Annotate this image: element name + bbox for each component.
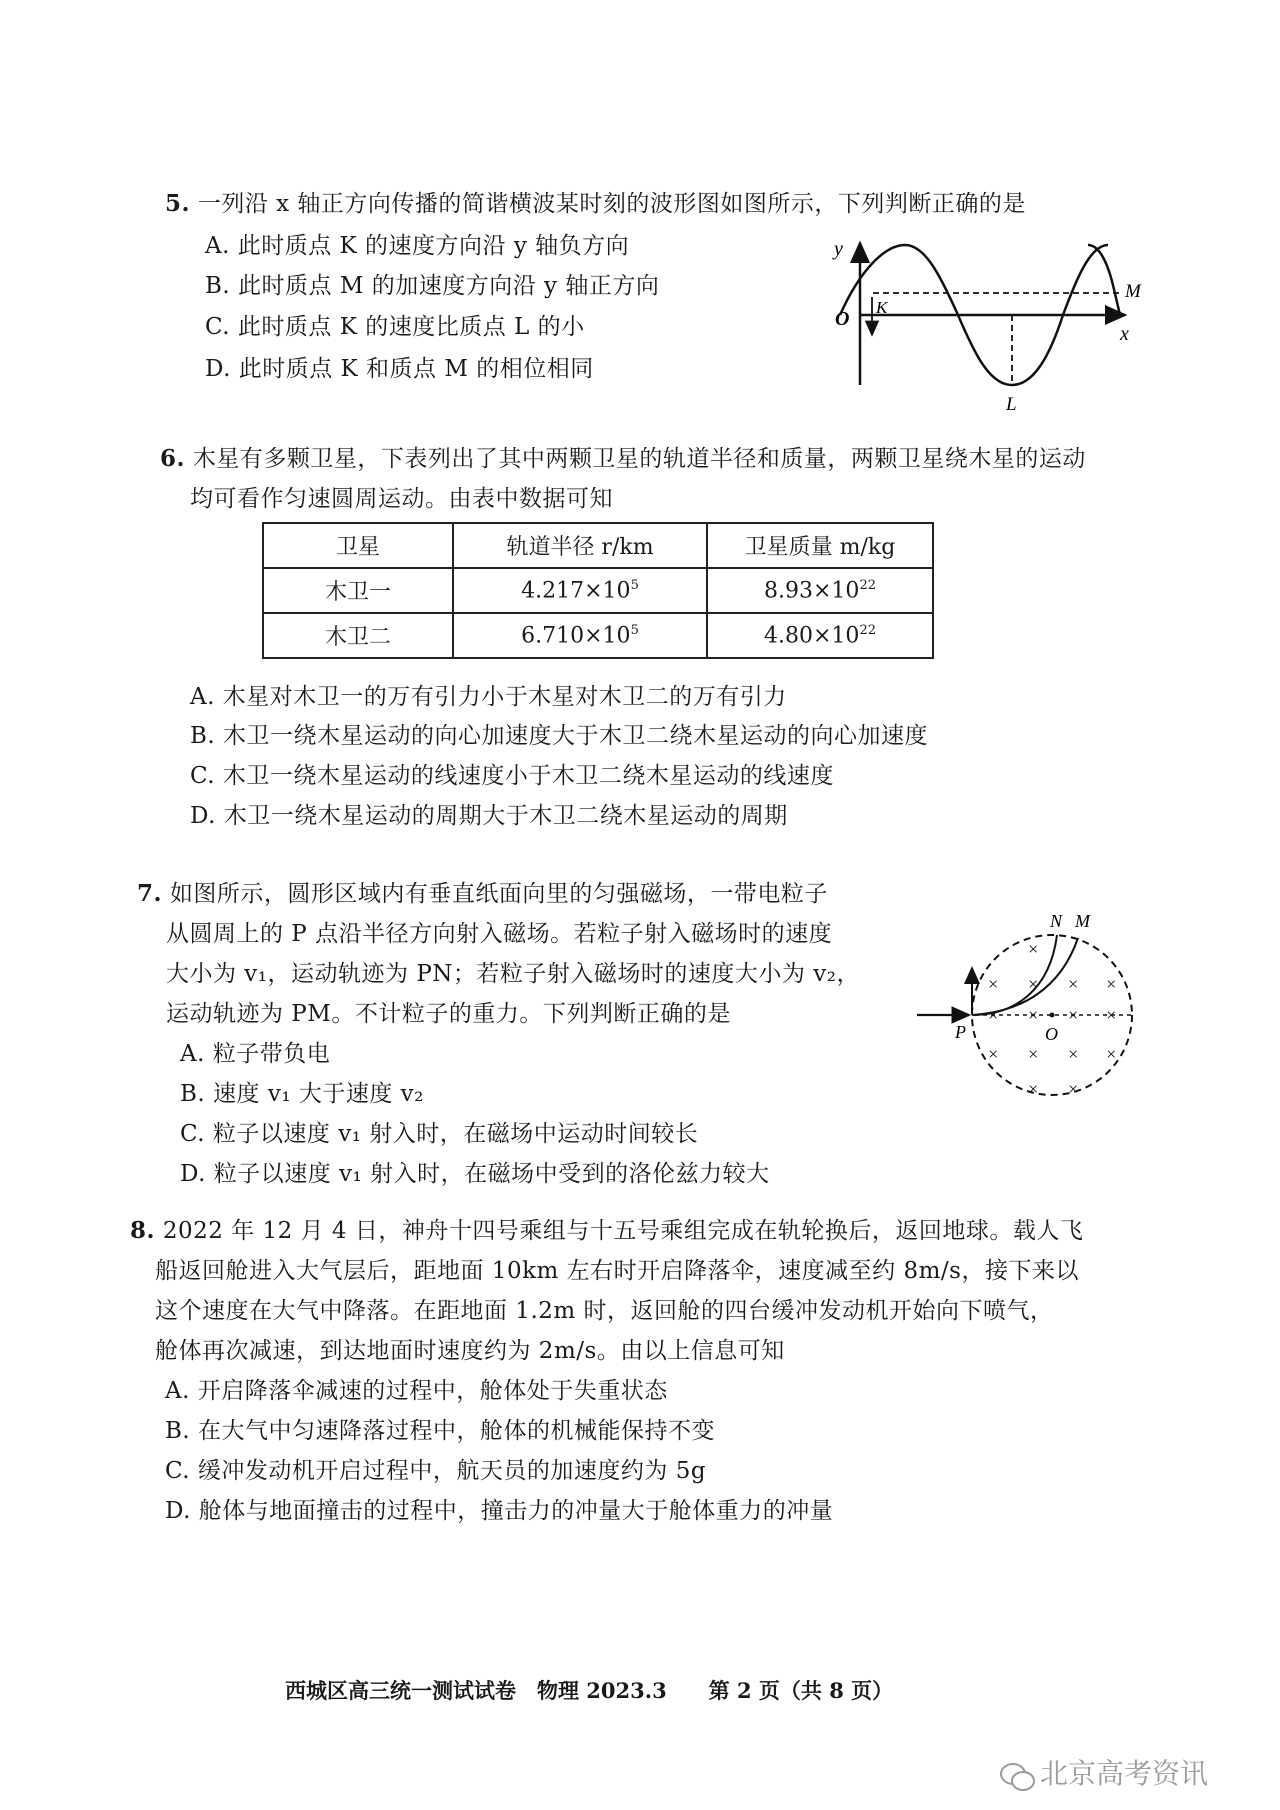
wave-curve-tail (1088, 245, 1120, 315)
option-text: 粒子以速度 v₁ 射入时，在磁场中运动时间较长 (212, 1121, 699, 1147)
svg-text:×: × (1027, 1079, 1040, 1099)
option-text: 粒子带负电 (212, 1041, 331, 1067)
svg-text:×: × (1027, 974, 1040, 994)
point-n-label: N (1050, 911, 1063, 931)
satellite-table (262, 522, 934, 659)
wechat-icon (1000, 1761, 1034, 1789)
svg-text:×: × (987, 1005, 1000, 1025)
option-text: 木卫一绕木星运动的线速度小于木卫二绕木星运动的线速度 (222, 763, 834, 789)
option-text: 木星对木卫一的万有引力小于木星对木卫二的万有引力 (222, 684, 787, 710)
q5-number: 5. (165, 190, 191, 217)
svg-text:×: × (987, 1044, 1000, 1064)
point-m-label: M (1125, 281, 1141, 302)
q5-option-c (205, 308, 585, 341)
q7-stem-line-4: 运动轨迹为 PM。不计粒子的重力。下列判断正确的是 (166, 1001, 731, 1027)
table-cell: 木卫二 (263, 613, 453, 658)
q6-option-d (190, 797, 788, 830)
option-label: B. (190, 723, 216, 749)
cell-exp: 22 (859, 577, 876, 593)
table-cell (453, 613, 707, 658)
svg-text:×: × (1067, 974, 1080, 994)
option-text: 粒子以速度 v₁ 射入时，在磁场中受到的洛伦兹力较大 (213, 1161, 770, 1187)
q5-stem (165, 185, 1026, 218)
q8-stem-line-1 (130, 1212, 1083, 1245)
q6-stem-line-2: 均可看作匀速圆周运动。由表中数据可知 (190, 486, 613, 512)
q8-stem-text-1: 2022 年 12 月 4 日，神舟十四号乘组与十五号乘组完成在轨轮换后，返回地球。载人飞 (162, 1218, 1084, 1244)
q7-stem-line-2: 从圆周上的 P 点沿半径方向射入磁场。若粒子射入磁场时的速度 (166, 921, 833, 947)
x-axis-label: x (1120, 323, 1129, 345)
table-header-row (263, 523, 933, 568)
option-label: B. (180, 1081, 206, 1107)
q7-stem-line-1 (137, 875, 828, 908)
center-point (1050, 1013, 1055, 1018)
option-text: 此时质点 K 的速度方向沿 y 轴负方向 (237, 233, 630, 259)
q6-stem-text-1: 木星有多颗卫星，下表列出了其中两颗卫星的轨道半径和质量，两颗卫星绕木星的运动 (192, 446, 1086, 472)
q8-option-a (165, 1372, 668, 1405)
table-header: 卫星质量 m/kg (707, 523, 933, 568)
q8-option-b (165, 1412, 715, 1445)
q6-number: 6. (160, 445, 186, 472)
table-cell (707, 568, 933, 613)
q5-option-b (205, 267, 659, 300)
q7-number: 7. (137, 880, 163, 907)
svg-text:×: × (1105, 974, 1118, 994)
option-label: A. (205, 233, 230, 259)
q6-option-b (190, 717, 928, 750)
table-row (263, 613, 933, 658)
option-label: C. (190, 763, 216, 789)
option-label: D. (180, 1161, 206, 1187)
svg-text:×: × (1067, 1079, 1080, 1099)
table-cell: 木卫一 (263, 568, 453, 613)
option-label: C. (180, 1121, 206, 1147)
q6-option-c (190, 757, 834, 790)
q5-option-a (205, 227, 629, 260)
q7-option-c (180, 1115, 698, 1148)
q7-stem-line-3: 大小为 v₁，运动轨迹为 PN；若粒子射入磁场时的速度大小为 v₂， (166, 961, 860, 987)
option-text: 缓冲发动机开启过程中，航天员的加速度约为 5g (197, 1458, 707, 1484)
option-label: A. (190, 684, 215, 710)
svg-text:×: × (1027, 1005, 1040, 1025)
q8-option-c (165, 1452, 706, 1485)
q7-stem-text-1: 如图所示，圆形区域内有垂直纸面向里的匀强磁场，一带电粒子 (169, 881, 828, 907)
option-label: D. (190, 803, 216, 829)
option-text: 速度 v₁ 大于速度 v₂ (213, 1081, 424, 1107)
q5-stem-line-1: 一列沿 x 轴正方向传播的简谐横波某时刻的波形图如图所示，下列判断正确的是 (197, 191, 1026, 217)
watermark-text: 北京高考资讯 (1040, 1757, 1209, 1790)
field-x-marks (987, 939, 1117, 1099)
q8-stem-line-3: 这个速度在大气中降落。在距地面 1.2m 时，返回舱的四台缓冲发动机开始向下喷气， (155, 1298, 1054, 1324)
q8-stem-line-2: 船返回舱进入大气层后，距地面 10km 左右时开启降落伞，速度减至约 8m/s，接下来以 (155, 1258, 1079, 1284)
wave-figure (820, 235, 1150, 415)
page-footer: 西城区高三统一测试试卷 物理 2023.3 第 2 页（共 8 页） (285, 1678, 894, 1703)
cell-exp: 22 (859, 622, 876, 638)
q6-stem-line-1 (160, 440, 1086, 473)
point-o-label: O (1045, 1024, 1058, 1044)
cell-base: 4.80×10 (764, 623, 860, 649)
option-text: 舱体与地面撞击的过程中，撞击力的冲量大于舱体重力的冲量 (198, 1498, 834, 1524)
q6-option-a (190, 678, 787, 711)
cell-base: 4.217×10 (521, 578, 631, 604)
q5-option-d (205, 350, 594, 383)
origin-label: O (835, 308, 850, 330)
option-text: 此时质点 K 和质点 M 的相位相同 (238, 356, 594, 382)
point-p-label: P (955, 1022, 966, 1042)
y-axis-label: y (834, 238, 843, 260)
q7-option-d (180, 1155, 770, 1188)
point-k-label: K (876, 298, 888, 317)
option-label: D. (205, 356, 231, 382)
svg-text:×: × (987, 974, 1000, 994)
cell-base: 6.710×10 (521, 623, 631, 649)
option-label: B. (165, 1418, 191, 1444)
point-l-label: L (1006, 394, 1017, 415)
option-text: 开启降落伞减速的过程中，舱体处于失重状态 (197, 1378, 668, 1404)
table-header: 轨道半径 r/km (453, 523, 707, 568)
option-text: 此时质点 K 的速度比质点 L 的小 (237, 314, 585, 340)
magnetic-field-figure (905, 890, 1140, 1100)
table-header: 卫星 (263, 523, 453, 568)
trajectory-pn (972, 935, 1057, 1015)
option-label: C. (205, 314, 231, 340)
q7-option-a (180, 1035, 330, 1068)
q7-option-b (180, 1075, 424, 1108)
svg-text:×: × (1105, 1005, 1118, 1025)
option-label: A. (180, 1041, 205, 1067)
point-m-label: M (1075, 911, 1090, 931)
option-text: 木卫一绕木星运动的向心加速度大于木卫二绕木星运动的向心加速度 (223, 723, 929, 749)
q8-option-d (165, 1492, 833, 1525)
table-row (263, 568, 933, 613)
table-cell (707, 613, 933, 658)
option-label: B. (205, 273, 231, 299)
option-label: D. (165, 1498, 191, 1524)
svg-text:×: × (1105, 1044, 1118, 1064)
svg-text:×: × (1067, 1005, 1080, 1025)
option-text: 此时质点 M 的加速度方向沿 y 轴正方向 (238, 273, 660, 299)
svg-text:×: × (1027, 939, 1040, 959)
cell-base: 8.93×10 (764, 578, 860, 604)
option-text: 木卫一绕木星运动的周期大于木卫二绕木星运动的周期 (223, 803, 788, 829)
table-cell (453, 568, 707, 613)
cell-exp: 5 (630, 577, 639, 593)
q8-stem-line-4: 舱体再次减速，到达地面时速度约为 2m/s。由以上信息可知 (155, 1338, 785, 1364)
svg-text:×: × (1027, 1044, 1040, 1064)
option-text: 在大气中匀速降落过程中，舱体的机械能保持不变 (198, 1418, 716, 1444)
watermark (1000, 1752, 1208, 1792)
q8-number: 8. (130, 1217, 156, 1244)
svg-text:×: × (1067, 1044, 1080, 1064)
cell-exp: 5 (630, 622, 639, 638)
option-label: A. (165, 1378, 190, 1404)
option-label: C. (165, 1458, 191, 1484)
